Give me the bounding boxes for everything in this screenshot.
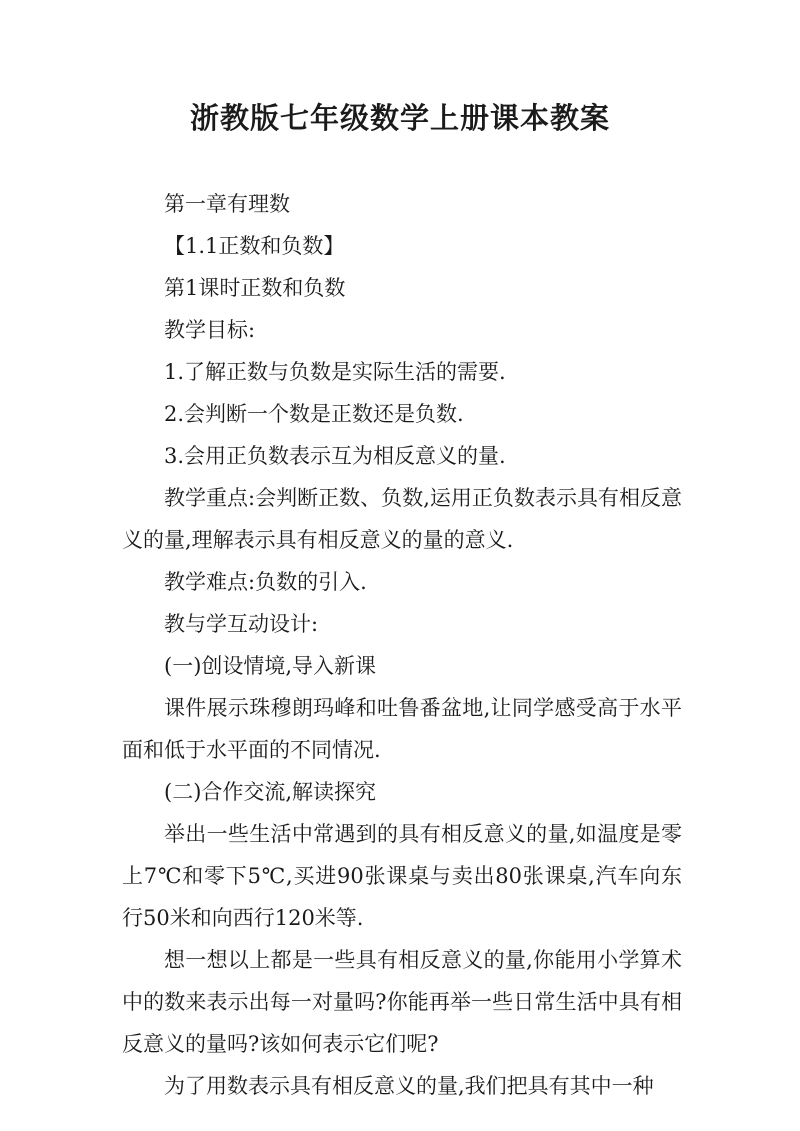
objective-item: 1.了解正数与负数是实际生活的需要.: [164, 360, 506, 384]
step-heading: (二)合作交流,解读探究: [164, 780, 377, 804]
objective-item: 2.会判断一个数是正数还是负数.: [164, 402, 464, 426]
key-points-paragraph: 教学重点:会判断正数、负数,运用正负数表示具有相反意义的量,理解表示具有相反意义的量的意义.: [122, 486, 682, 552]
body-paragraph: 课件展示珠穆朗玛峰和吐鲁番盆地,让同学感受高于水平面和低于水平面的不同情况.: [122, 696, 682, 762]
body-paragraph: 举出一些生活中常遇到的具有相反意义的量,如温度是零上7℃和零下5℃,买进90张课桌与卖出80张课桌,汽车向东行50米和向西行120米等.: [122, 822, 682, 930]
chapter-heading: 第一章有理数: [164, 192, 290, 216]
document-title: 浙教版七年级数学上册课本教案: [189, 101, 610, 135]
step-heading: (一)创设情境,导入新课: [164, 654, 377, 678]
section-heading: 【1.1正数和负数】: [164, 234, 345, 258]
difficulty-paragraph: 教学难点:负数的引入.: [164, 570, 367, 594]
body-paragraph: 想一想以上都是一些具有相反意义的量,你能用小学算术中的数来表示出每一对量吗?你能再举一些日常生活中具有相反意义的量吗?该如何表示它们呢?: [122, 948, 682, 1056]
lesson-heading: 第1课时正数和负数: [164, 276, 346, 300]
interaction-heading: 教与学互动设计:: [164, 612, 319, 636]
document-body: [122, 183, 682, 1107]
body-paragraph: 为了用数表示具有相反意义的量,我们把具有其中一种: [164, 1074, 654, 1098]
objective-item: 3.会用正负数表示互为相反意义的量.: [164, 444, 506, 468]
objectives-heading: 教学目标:: [164, 318, 256, 342]
